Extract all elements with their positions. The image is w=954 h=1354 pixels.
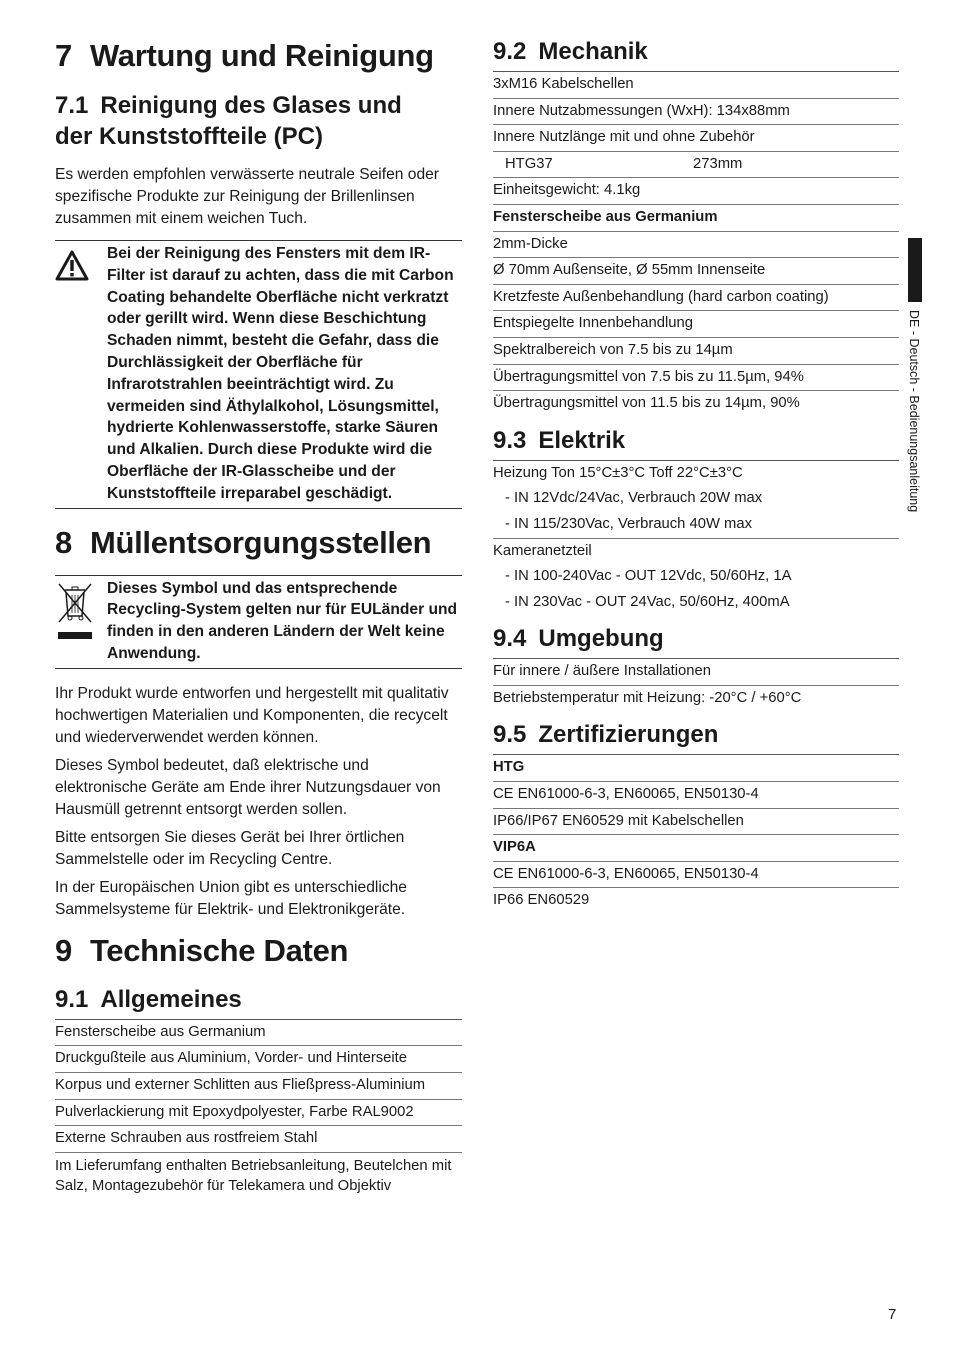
list-item: HTG [493,755,899,782]
section-9-heading: 9 Technische Daten [55,932,349,968]
list-item: Pulverlackierung mit Epoxydpolyester, Farbe RAL9002 [55,1100,462,1127]
list-item: VIP6A [493,835,899,862]
cleaning-paragraph: Es werden empfohlen verwässerte neutrale Seifen oder spezifische Produkte zur Reinigung der Brillenlinsen zusammen mit einem weichen Tuch. [55,166,439,227]
list-item: CE EN61000-6-3, EN60065, EN50130-4 [493,862,899,889]
list-item: Entspiegelte Innenbehandlung [493,311,899,338]
list-item: Kameranetzteil [493,542,592,559]
side-language-label: DE - Deutsch - Bedienungsanleitung [907,310,921,513]
list-item: IP66 EN60529 [493,892,590,909]
model-length: 273mm [693,155,743,172]
list-item: Ø 70mm Außenseite, Ø 55mm Innenseite [493,258,899,285]
disposal-paragraph-4: In der Europäischen Union gibt es unterschiedliche Sammelsysteme für Elektrik- und Elektronikgeräte. [55,878,407,918]
left-column [55,36,462,1196]
disposal-paragraph-1: Ihr Produkt wurde entworfen und hergestellt mit qualitativ hochwertigen Materialien und Komponenten, die recycelt und wiederverwendet werden können. [55,684,449,746]
list-item: - IN 12Vdc/24Vac, Verbrauch 20W max [505,490,763,507]
weee-notice-box [55,575,462,669]
warning-box [55,240,462,509]
list-item: Für innere / äußere Installationen [493,659,899,686]
list-item: Externe Schrauben aus rostfreiem Stahl [55,1126,462,1153]
model-name: HTG37 [505,155,553,172]
general-spec-list [55,1020,462,1196]
side-tab-marker [908,238,922,302]
list-item: Im Lieferumfang enthalten Betriebsanleitung, Beutelchen mit Salz, Montagezubehör für Telekamera und Objektiv [55,1157,452,1194]
section-9-4-heading: 9.4 Umgebung [493,623,899,659]
warning-text: Bei der Reinigung des Fensters mit dem IR-Filter ist darauf zu achten, dass die mit Carbon Coating behandelte Oberfläche nicht verkratzt oder gerillt wird. Wenn diese Beschichtung Schaden nimmt, besteht die Gefahr, dass die Durchlässigkeit der Oberfläche für Infrarotstrahlen beeinträchtigt wird. Zu vermeiden sind Äthylalkohol, Lösungsmittel, hydrierte Kohlenwasserstoffe, starke Säuren und Alkalien. Durch diese Produkte wird die Oberfläche der IR-Glasscheibe und der Kunststoffteile irreparabel geschädigt. [107,245,454,502]
section-7-1-heading: 7.1 Reinigung des Glases und der Kunststoffteile (PC) [55,92,402,150]
weee-notice-text: Dieses Symbol und das entsprechende Recycling-System gelten nur für EULänder und finden in den anderen Ländern der Welt keine Anwendung. [107,579,458,662]
section-8-heading: 8 Müllentsorgungsstellen [55,524,432,560]
section-9-1-heading: 9.1 Allgemeines [55,984,462,1020]
list-item: IP66/IP67 EN60529 mit Kabelschellen [493,809,899,836]
list-item: Korpus und externer Schlitten aus Fließpress-Aluminium [55,1073,462,1100]
list-item: Heizung Ton 15°C±3°C Toff 22°C±3°C [493,464,743,481]
mechanics-spec-list [493,72,899,417]
list-item: Druckgußteile aus Aluminium, Vorder- und Hinterseite [55,1046,462,1073]
list-item: Fensterscheibe aus Germanium [55,1020,462,1047]
electrics-spec-list [493,461,899,616]
list-item: Einheitsgewicht: 4.1kg [493,178,899,205]
list-item: - IN 230Vac - OUT 24Vac, 50/60Hz, 400mA [505,593,790,610]
list-item: Betriebstemperatur mit Heizung: -20°C / +60°C [493,689,802,706]
list-item: 3xM16 Kabelschellen [493,72,899,99]
environment-spec-list [493,659,899,711]
section-9-2-heading: 9.2 Mechanik [493,36,899,72]
list-item: Spektralbereich von 7.5 bis zu 14µm [493,338,899,365]
page-number: 7 [888,1306,897,1323]
table-row [493,152,899,179]
list-item: Innere Nutzlänge mit und ohne Zubehör [493,125,899,152]
list-item: - IN 115/230Vac, Verbrauch 40W max [493,512,899,539]
list-item: Kretzfeste Außenbehandlung (hard carbon coating) [493,285,899,312]
section-9-3-heading: 9.3 Elektrik [493,425,899,461]
weee-bin-icon [55,578,107,665]
warning-icon [55,243,107,505]
certifications-list [493,755,899,914]
right-column [493,36,899,914]
list-item: CE EN61000-6-3, EN60065, EN50130-4 [493,782,899,809]
list-item: Innere Nutzabmessungen (WxH): 134x88mm [493,99,899,126]
list-item: Fensterscheibe aus Germanium [493,205,899,232]
list-item: 2mm-Dicke [493,232,899,259]
list-item: - IN 100-240Vac - OUT 12Vdc, 50/60Hz, 1A [505,568,792,585]
list-item: Übertragungsmittel von 7.5 bis zu 11.5µm, 94% [493,365,899,392]
disposal-paragraph-3: Bitte entsorgen Sie dieses Gerät bei Ihrer örtlichen Sammelstelle oder im Recycling Centre. [55,828,405,868]
section-7-heading: 7 Wartung und Reinigung [55,38,434,73]
disposal-paragraph-2: Dieses Symbol bedeutet, daß elektrische und elektronische Geräte am Ende ihrer Nutzungsdauer von Hausmüll getrennt entsorgt werden sollen. [55,756,441,818]
section-9-5-heading: 9.5 Zertifizierungen [493,719,899,755]
list-item: Übertragungsmittel von 11.5 bis zu 14µm, 90% [493,395,800,412]
